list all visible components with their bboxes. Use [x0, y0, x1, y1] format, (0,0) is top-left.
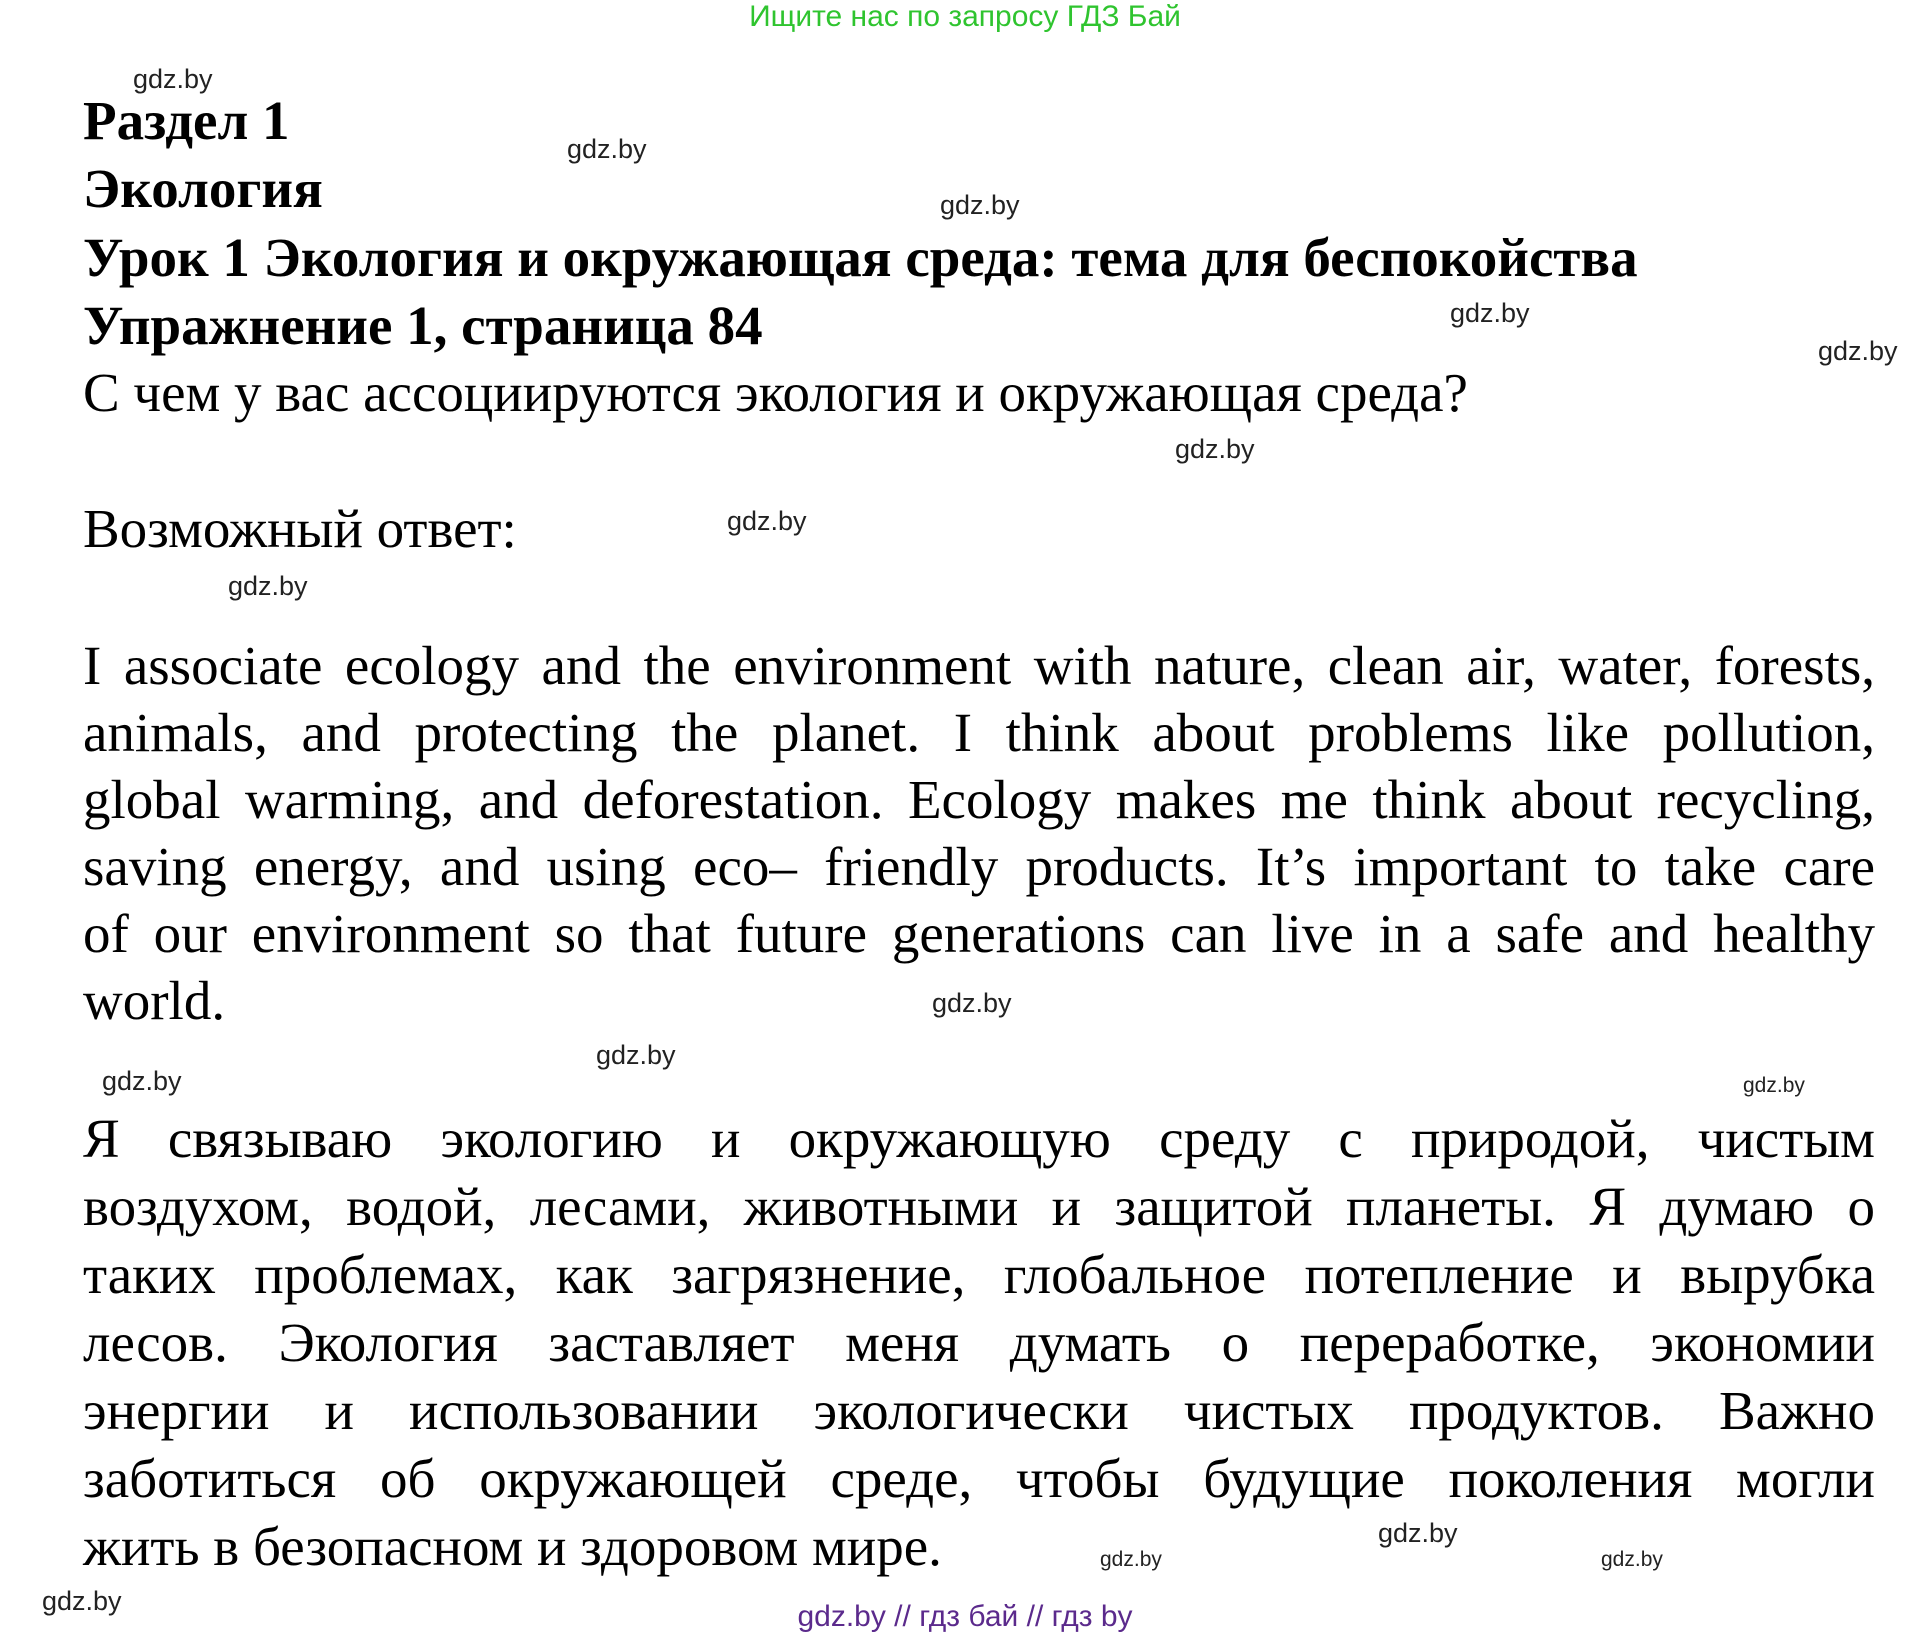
watermark: gdz.by [42, 1586, 122, 1616]
russian-line: воздухом, водой, лесами, животными и защитой планеты. Я думаю о [83, 1176, 1875, 1237]
english-line: world. [83, 970, 226, 1031]
russian-line: таких проблемах, как загрязнение, глобальное потепление и вырубка [83, 1244, 1875, 1305]
russian-line: Я связываю экологию и окружающую среду с природой, чистым [83, 1108, 1875, 1169]
watermark: gdz.by [1378, 1518, 1458, 1548]
answer-label: Возможный ответ: [83, 498, 517, 559]
english-line: of our environment so that future generations can live in a safe and healthy [83, 903, 1875, 964]
russian-answer [83, 1105, 1875, 1581]
english-line: animals, and protecting the planet. I think about problems like pollution, [83, 702, 1875, 763]
watermark: gdz.by [133, 64, 213, 94]
watermark: gdz.by [1601, 1548, 1663, 1571]
question-text: С чем у вас ассоциируются экология и окружающая среда? [83, 362, 1468, 423]
watermark: gdz.by [596, 1040, 676, 1070]
russian-line: заботиться об окружающей среде, чтобы будущие поколения могли [83, 1448, 1875, 1509]
exercise-title: Упражнение 1, страница 84 [83, 295, 763, 356]
watermark: gdz.by [567, 134, 647, 164]
section-title: Раздел 1 [83, 90, 290, 151]
topic-title: Экология [83, 158, 323, 219]
russian-line: жить в безопасном и здоровом мире. [83, 1516, 942, 1577]
watermark: gdz.by [727, 506, 807, 536]
search-banner: Ищите нас по запросу ГДЗ Бай [749, 0, 1181, 33]
english-line: saving energy, and using eco– friendly products. It’s important to take care [83, 836, 1875, 897]
watermark: gdz.by [940, 190, 1020, 220]
watermark: gdz.by [932, 988, 1012, 1018]
english-line: I associate ecology and the environment with nature, clean air, water, forests, [83, 635, 1875, 696]
english-answer [83, 632, 1875, 1034]
watermark: gdz.by [1100, 1548, 1162, 1571]
watermark: gdz.by [1818, 336, 1898, 366]
watermark: gdz.by [102, 1066, 182, 1096]
russian-line: лесов. Экология заставляет меня думать о переработке, экономии [83, 1312, 1875, 1373]
lesson-title: Урок 1 Экология и окружающая среда: тема для беспокойства [83, 227, 1638, 288]
watermark: gdz.by [228, 571, 308, 601]
russian-line: энергии и использовании экологически чистых продуктов. Важно [83, 1380, 1875, 1441]
english-line: global warming, and deforestation. Ecology makes me think about recycling, [83, 769, 1875, 830]
watermark: gdz.by [1450, 298, 1530, 328]
watermark: gdz.by [1743, 1074, 1805, 1097]
footer-links: gdz.by // гдз бай // гдз by [797, 1600, 1133, 1633]
watermark: gdz.by [1175, 434, 1255, 464]
